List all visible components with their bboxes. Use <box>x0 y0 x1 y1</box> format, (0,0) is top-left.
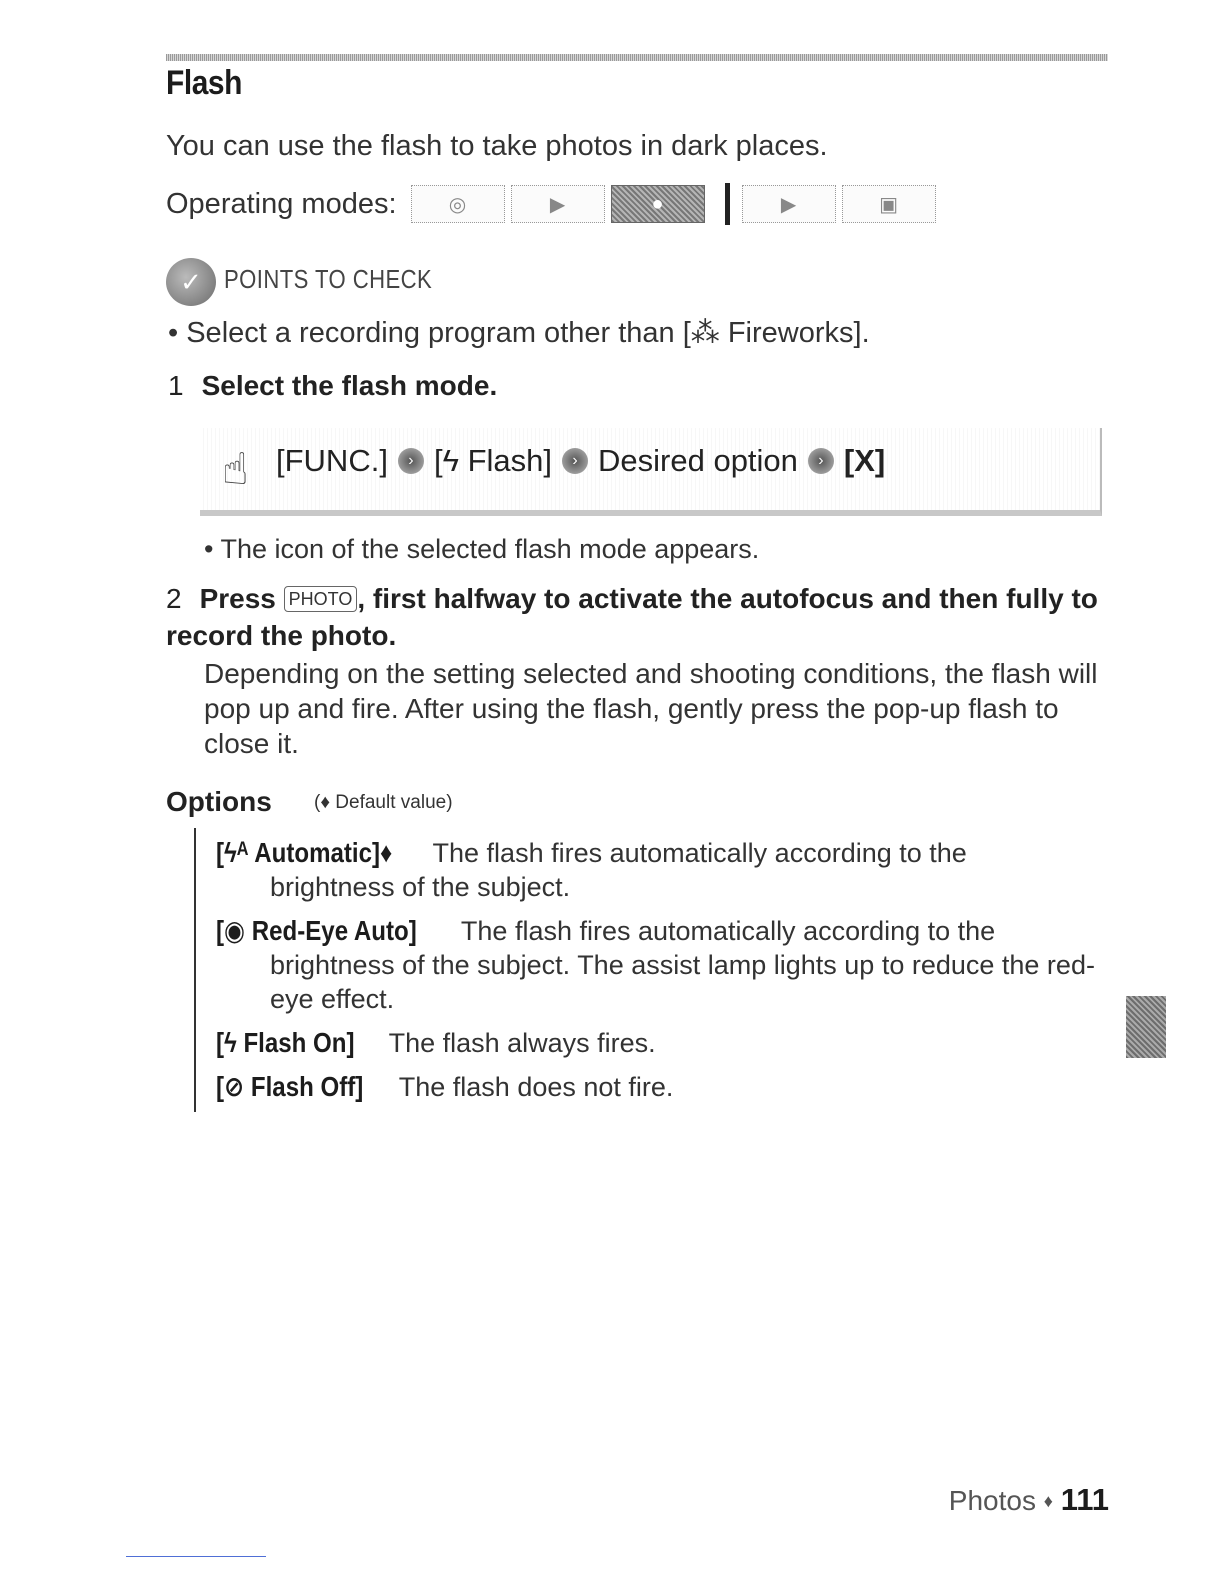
mode-separator <box>725 183 730 225</box>
operating-modes <box>166 184 942 224</box>
top-rule <box>166 54 1108 61</box>
touch-hand-icon: ☝ <box>222 445 249 494</box>
option-flash-off: [⊘ Flash Off] The flash does not fire. <box>216 1071 674 1102</box>
points-to-check-title: POINTS TO CHECK <box>224 264 433 294</box>
option-flash-on: [ϟ Flash On] The flash always fires. <box>216 1027 656 1058</box>
footer-section: Photos <box>948 1485 1036 1516</box>
flash-menu-label: [ϟ Flash] <box>433 443 553 478</box>
red-eye-icon: ◉ <box>224 915 252 946</box>
step-1-note: • The icon of the selected flash mode appears. <box>204 534 760 564</box>
flash-icon: ϟ <box>442 443 468 478</box>
option-automatic: [ϟᴬ Automatic]♦ The flash fires automatically according to the brightness of the subject. <box>216 837 967 902</box>
fireworks-icon: ⁂ <box>690 317 728 349</box>
page-number: 111 <box>1060 1482 1109 1517</box>
arrow-icon: › <box>562 448 588 474</box>
operating-modes-label: Operating modes: <box>166 187 397 220</box>
auto-mode-icon: ◎ <box>411 185 505 223</box>
func-procedure <box>276 443 885 479</box>
arrow-icon: › <box>808 448 834 474</box>
checkmark-icon: ✓ <box>166 258 216 306</box>
footer-separator: ♦ <box>1043 1491 1053 1511</box>
step-1: 1 Select the flash mode. <box>168 370 498 401</box>
chapter-tab <box>1126 996 1166 1058</box>
bullet-icon: • <box>168 317 187 349</box>
flash-off-icon: ⊘ <box>224 1071 251 1102</box>
options-heading: Options <box>166 786 272 817</box>
photo-mode-icon: ● <box>611 185 705 223</box>
desired-option-label: Desired option <box>598 443 798 478</box>
default-value-note: (♦ Default value) <box>314 792 453 813</box>
page-title: Flash <box>166 64 242 102</box>
intro-text: You can use the flash to take photos in dark places. <box>166 130 828 162</box>
playback-movie-icon: ▶ <box>742 185 836 223</box>
step-2-description: Depending on the setting selected and shooting conditions, the flash will pop up and fire. After using the flash, gently press the pop-up flash to close it. <box>204 658 1098 759</box>
bullet-icon: • <box>204 534 221 564</box>
movie-mode-icon: ▶ <box>511 185 605 223</box>
options-rule <box>194 828 196 1112</box>
arrow-icon: › <box>398 448 424 474</box>
points-to-check-bullet: • Select a recording program other than [⁂ Fireworks]. <box>168 317 870 349</box>
photo-button-key: PHOTO <box>284 586 358 612</box>
flash-icon: ϟ <box>224 1027 244 1058</box>
step-2: 2 Press PHOTO , first halfway to activate the autofocus and then fully to record the photo. <box>166 583 1098 651</box>
page-footer <box>949 1482 1109 1518</box>
close-label: [X] <box>843 443 886 478</box>
func-button-label: [FUNC.] <box>276 443 388 478</box>
bottom-rule <box>126 1556 266 1557</box>
playback-photo-icon: ▣ <box>842 185 936 223</box>
option-red-eye-auto: [◉ Red-Eye Auto] The flash fires automatically according to the brightness of the subject. The assist lamp lights up to reduce the red-eye effect. <box>216 915 1095 1014</box>
flash-auto-icon: ϟᴬ <box>224 837 255 868</box>
